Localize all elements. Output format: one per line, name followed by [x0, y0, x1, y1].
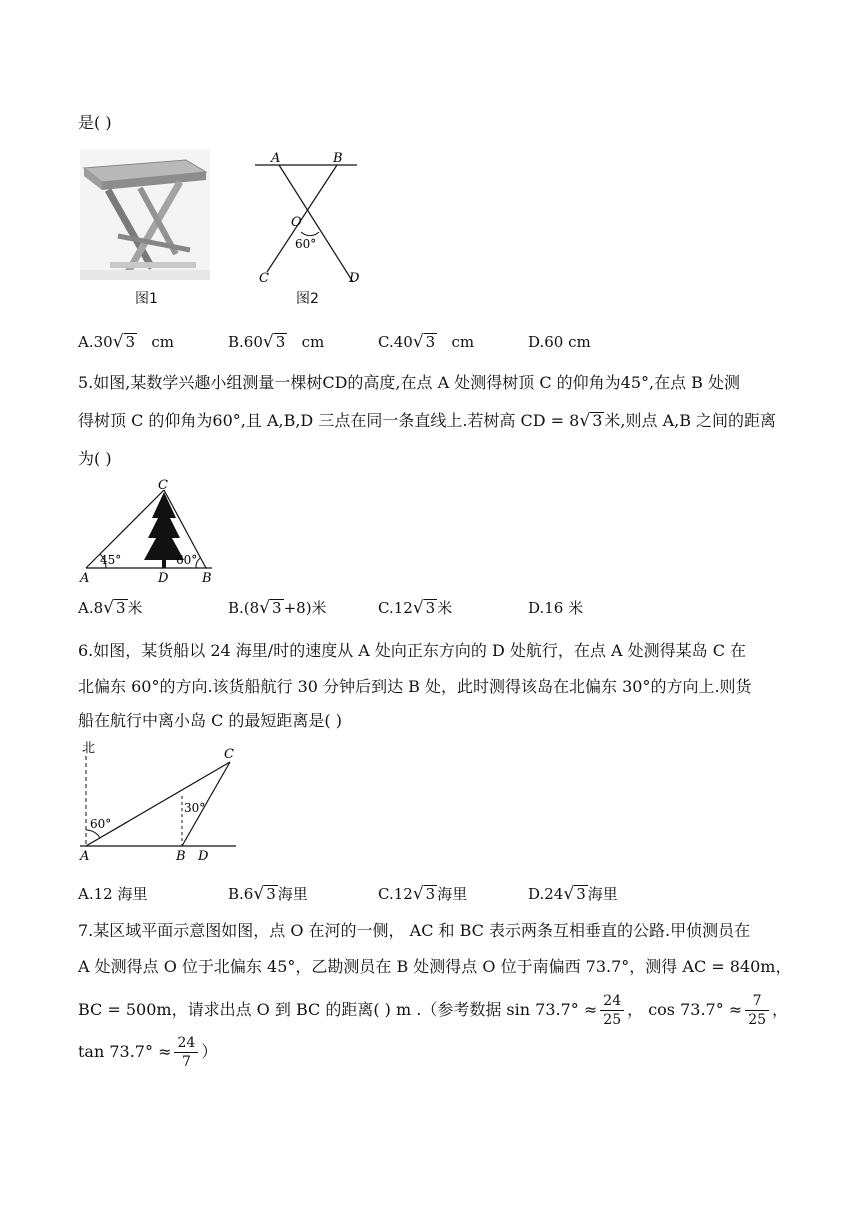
fig2-label-o: O: [291, 215, 302, 230]
tan-fraction: $\frac{24}{7}$: [174, 1034, 198, 1071]
ship-label-north: 北: [82, 741, 96, 756]
tree-label-d: D: [158, 571, 169, 586]
q4-option-b[interactable]: B.60√ 3 cm: [228, 332, 325, 352]
q6-option-c[interactable]: C.12√ 3 海里: [378, 884, 468, 904]
q4-option-d[interactable]: D.60 cm: [528, 333, 591, 351]
q6-line-1: 6.如图，某货船以 24 海里/时的速度从 A 处向正东方向的 D 处航行，在点 A 处测得某岛 C 在: [78, 641, 747, 660]
q5-option-c[interactable]: C.12√ 3 米: [378, 598, 453, 618]
fig1-caption: 图1: [135, 291, 158, 307]
ship-label-b: B: [176, 849, 186, 864]
tree-diagram: [78, 476, 218, 588]
q7-line-4: tan 73.7° ≈ $\frac{24}{7}$ ）: [78, 1034, 218, 1070]
sin-fraction: $\frac{24}{25}$: [600, 992, 624, 1029]
fig2-label-c: C: [259, 271, 269, 286]
ship-label-d: D: [198, 849, 209, 864]
cos-fraction: $\frac{7}{25}$: [745, 992, 769, 1029]
tree-angle-a: 45°: [100, 553, 122, 567]
q4-option-a[interactable]: A.30√ 3 cm: [78, 332, 175, 352]
folding-table-photo: [80, 150, 210, 280]
q6-option-a[interactable]: A.12 海里: [78, 885, 148, 903]
q6-option-b[interactable]: B.6√ 3 海里: [228, 884, 308, 904]
ship-angle-b: 30°: [184, 801, 206, 815]
q7-line-2: A 处测得点 O 位于北偏东 45°，乙勘测员在 B 处测得点 O 位于南偏西 73.7°，测得 AC = 840m，: [78, 957, 792, 976]
q5-option-d[interactable]: D.16 米: [528, 599, 584, 617]
q4-stem-tail: 是( ): [78, 113, 112, 132]
fig2-diagram: [255, 148, 365, 286]
q5-line-3: 为( ): [78, 449, 112, 468]
tree-label-c: C: [158, 478, 168, 493]
fig2-caption: 图2: [296, 291, 319, 307]
ship-angle-a: 60°: [90, 817, 112, 831]
tree-angle-b: 60°: [176, 553, 198, 567]
fig2-label-a: A: [271, 151, 281, 166]
fig2-angle-label: 60°: [295, 237, 317, 251]
q6-line-3: 船在航行中离小岛 C 的最短距离是( ): [78, 711, 342, 730]
fig2-label-b: B: [333, 151, 343, 166]
ship-diagram: [76, 738, 256, 864]
q6-option-d[interactable]: D.24√ 3 海里: [528, 884, 618, 904]
q5-line-2: 得树顶 C 的仰角为60°,且 A,B,D 三点在同一条直线上.若树高 CD = 8√ 3 米,则点 A,B 之间的距离: [78, 411, 777, 431]
q6-line-2: 北偏东 60°的方向.该货船航行 30 分钟后到达 B 处，此时测得该岛在北偏东 30°的方向上.则货: [78, 677, 752, 696]
tree-label-b: B: [202, 571, 212, 586]
tree-label-a: A: [80, 571, 90, 586]
q5-option-a[interactable]: A.8√ 3 米: [78, 598, 143, 618]
q5-line-1: 5.如图,某数学兴趣小组测量一棵树CD的高度,在点 A 处测得树顶 C 的仰角为45°,在点 B 处测: [78, 373, 741, 392]
fig2-label-d: D: [349, 271, 360, 286]
ship-label-a: A: [80, 849, 90, 864]
q4-option-c[interactable]: C.40√ 3 cm: [378, 332, 475, 352]
q7-line-3: BC = 500m，请求出点 O 到 BC 的距离( ) m .（参考数据 sin 73.7° ≈ $\frac{24}{25}$ ， cos 73.7° ≈ $\frac{7}{25}$ ，: [78, 992, 789, 1028]
ship-label-c: C: [224, 747, 234, 762]
q7-line-1: 7.某区域平面示意图如图，点 O 在河的一侧， AC 和 BC 表示两条互相垂直的公路.甲侦测员在: [78, 921, 751, 940]
q5-option-b[interactable]: B.(8√ 3 +8)米: [228, 598, 327, 618]
